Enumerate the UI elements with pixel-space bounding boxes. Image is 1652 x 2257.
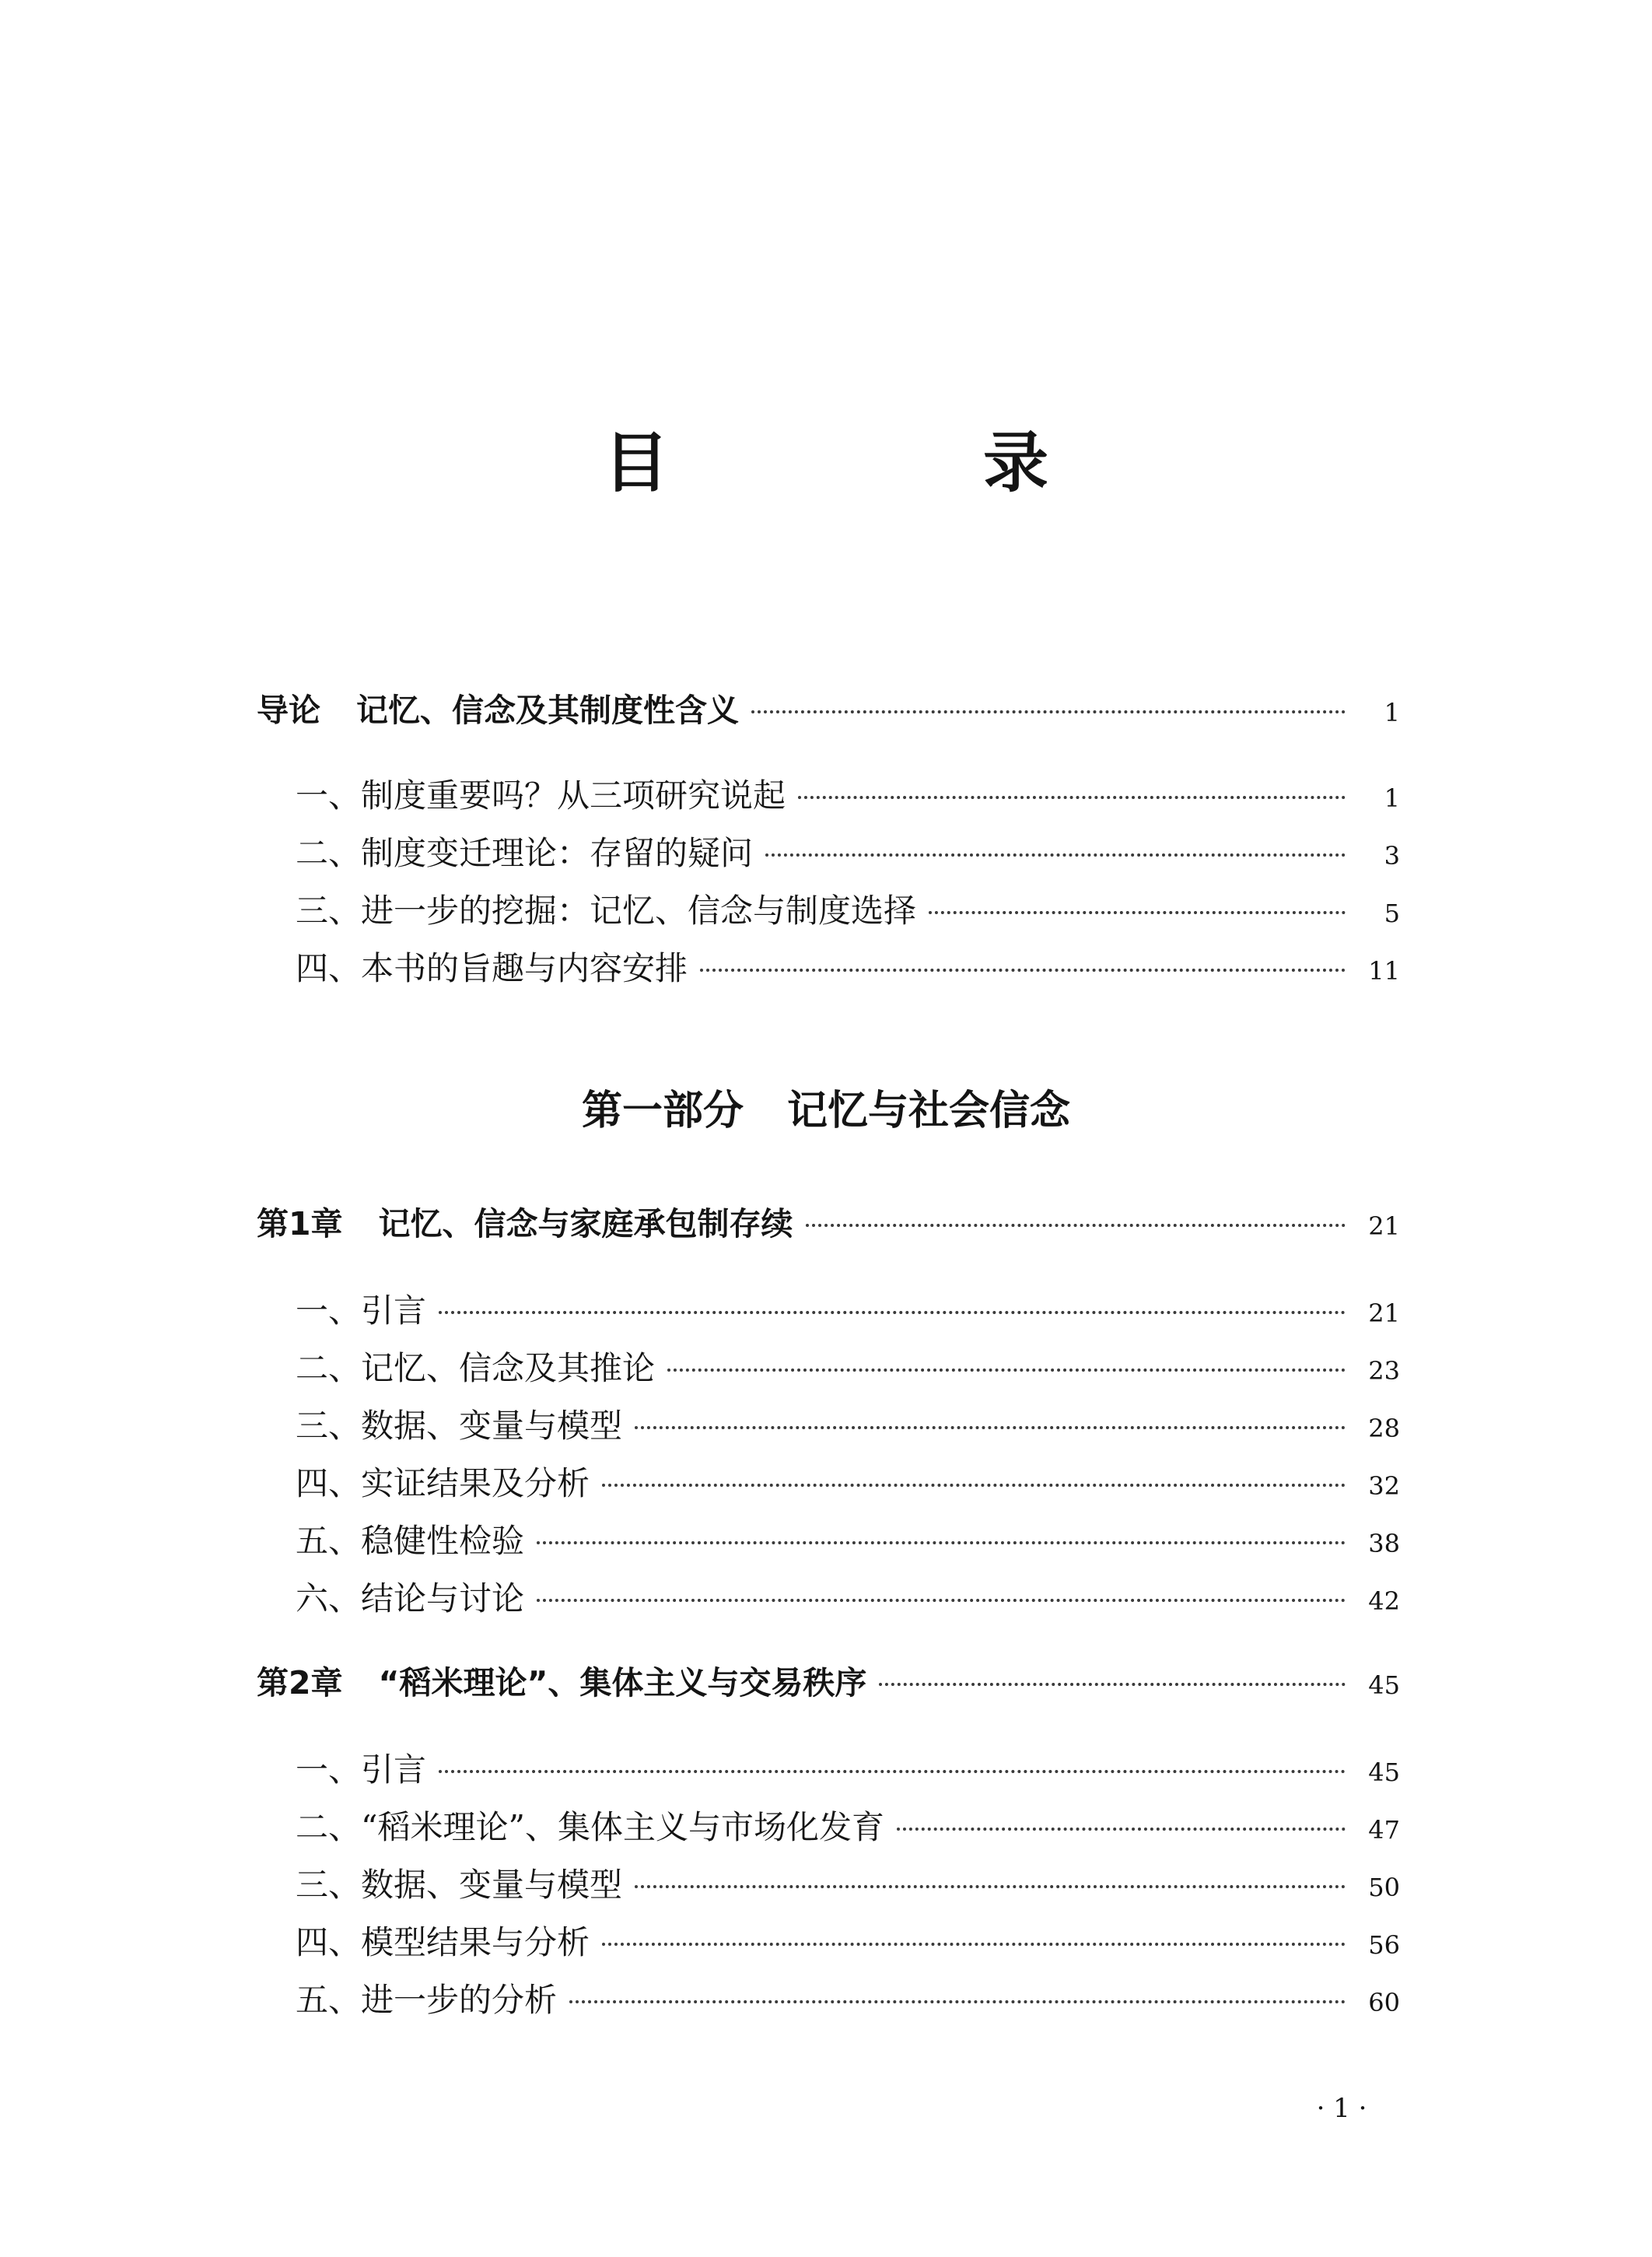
toc-page-number: 1 bbox=[1384, 783, 1400, 813]
dot-leader bbox=[700, 969, 1346, 972]
toc-intro-title: 记忆、信念及其制度性含义 bbox=[356, 692, 739, 729]
toc-page-number: 21 bbox=[1368, 1298, 1400, 1328]
part-heading bbox=[0, 1078, 1652, 1136]
toc-page-number: 42 bbox=[1368, 1586, 1400, 1616]
toc-item[interactable] bbox=[296, 1458, 1400, 1505]
page-folio: · 1 · bbox=[1316, 2093, 1367, 2124]
toc-item-label: 一、制度重要吗？从三项研究说起 bbox=[296, 776, 786, 815]
chapter-number: 1 bbox=[289, 1205, 311, 1242]
toc-item-label: 三、进一步的挖掘：记忆、信念与制度选择 bbox=[296, 892, 917, 930]
chapter-label: 第2章 “稻米理论”、集体主义与交易秩序 bbox=[257, 1664, 867, 1702]
toc-page-number: 3 bbox=[1384, 841, 1400, 871]
toc-page-number: 23 bbox=[1368, 1356, 1400, 1386]
toc-item[interactable] bbox=[296, 770, 1400, 817]
toc-item[interactable] bbox=[296, 943, 1400, 990]
toc-item-label: 五、稳健性检验 bbox=[296, 1522, 525, 1560]
toc-item-label: 二、记忆、信念及其推论 bbox=[296, 1349, 656, 1387]
toc-item-label: 四、本书的旨趣与内容安排 bbox=[296, 949, 688, 987]
dot-leader bbox=[602, 1943, 1346, 1946]
toc-item-label: 五、进一步的分析 bbox=[296, 1981, 558, 2019]
toc-page-number: 56 bbox=[1368, 1930, 1400, 1960]
dot-leader bbox=[635, 1885, 1346, 1888]
toc-entry-chapter-2[interactable] bbox=[257, 1657, 1400, 1703]
dot-leader bbox=[879, 1683, 1346, 1686]
toc-item-label: 二、“稻米理论”、集体主义与市场化发育 bbox=[296, 1808, 884, 1846]
toc-entry-intro[interactable] bbox=[257, 685, 1400, 731]
dot-leader bbox=[439, 1311, 1346, 1314]
dot-leader bbox=[569, 2000, 1346, 2003]
toc-item[interactable] bbox=[296, 885, 1400, 932]
chapter-title: “稻米理论”、集体主义与交易秩序 bbox=[378, 1664, 867, 1702]
toc-page-number: 45 bbox=[1368, 1758, 1400, 1787]
toc-item[interactable] bbox=[296, 1516, 1400, 1562]
toc-page-number: 21 bbox=[1368, 1211, 1400, 1241]
toc-page-number: 32 bbox=[1368, 1471, 1400, 1501]
toc-page-number: 11 bbox=[1368, 956, 1400, 986]
toc-item[interactable] bbox=[296, 828, 1400, 874]
dot-leader bbox=[602, 1484, 1346, 1487]
dot-leader bbox=[537, 1599, 1346, 1602]
toc-item-label: 四、模型结果与分析 bbox=[296, 1923, 590, 1961]
toc-item-label: 四、实证结果及分析 bbox=[296, 1464, 590, 1502]
toc-item[interactable] bbox=[296, 1285, 1400, 1332]
dot-leader bbox=[806, 1224, 1346, 1227]
dot-leader bbox=[537, 1541, 1346, 1544]
toc-intro-label: 导论 记忆、信念及其制度性含义 bbox=[257, 692, 739, 729]
chapter-label: 第1章 记忆、信念与家庭承包制存续 bbox=[257, 1205, 793, 1242]
dot-leader bbox=[635, 1426, 1346, 1429]
toc-item[interactable] bbox=[296, 1573, 1400, 1620]
toc-entry-chapter-1[interactable] bbox=[257, 1198, 1400, 1244]
toc-page-number: 38 bbox=[1368, 1529, 1400, 1558]
toc-item[interactable] bbox=[296, 1744, 1400, 1791]
toc-item-label: 六、结论与讨论 bbox=[296, 1579, 525, 1617]
part-label: 第一部分 bbox=[581, 1087, 744, 1134]
chapter-title: 记忆、信念与家庭承包制存续 bbox=[378, 1205, 793, 1242]
toc-item-label: 三、数据、变量与模型 bbox=[296, 1866, 623, 1904]
toc-page-number: 28 bbox=[1368, 1414, 1400, 1443]
toc-item[interactable] bbox=[296, 1400, 1400, 1447]
dot-leader bbox=[439, 1770, 1346, 1773]
chapter-number: 2 bbox=[289, 1664, 311, 1702]
dot-leader bbox=[798, 796, 1346, 799]
toc-item-label: 一、引言 bbox=[296, 1751, 427, 1789]
dot-leader bbox=[897, 1828, 1346, 1831]
toc-page-number: 60 bbox=[1368, 1988, 1400, 2017]
toc-page-number: 47 bbox=[1368, 1815, 1400, 1845]
dot-leader bbox=[929, 911, 1346, 914]
dot-leader bbox=[667, 1369, 1346, 1372]
toc-page-number: 5 bbox=[1384, 899, 1400, 928]
toc-item[interactable] bbox=[296, 1859, 1400, 1906]
toc-page-number: 1 bbox=[1384, 698, 1400, 727]
toc-item-label: 二、制度变迁理论：存留的疑问 bbox=[296, 834, 754, 872]
dot-leader bbox=[765, 853, 1346, 857]
toc-page-number: 45 bbox=[1368, 1670, 1400, 1700]
toc-item[interactable] bbox=[296, 1917, 1400, 1964]
toc-item-label: 三、数据、变量与模型 bbox=[296, 1407, 623, 1445]
toc-item[interactable] bbox=[296, 1802, 1400, 1849]
toc-item[interactable] bbox=[296, 1343, 1400, 1390]
toc-page-number: 50 bbox=[1368, 1873, 1400, 1902]
part-title: 记忆与社会信念 bbox=[787, 1087, 1071, 1134]
toc-item-label: 一、引言 bbox=[296, 1291, 427, 1330]
toc-item[interactable] bbox=[296, 1975, 1400, 2021]
page-title: 目 录 bbox=[603, 425, 1173, 501]
dot-leader bbox=[751, 710, 1346, 713]
